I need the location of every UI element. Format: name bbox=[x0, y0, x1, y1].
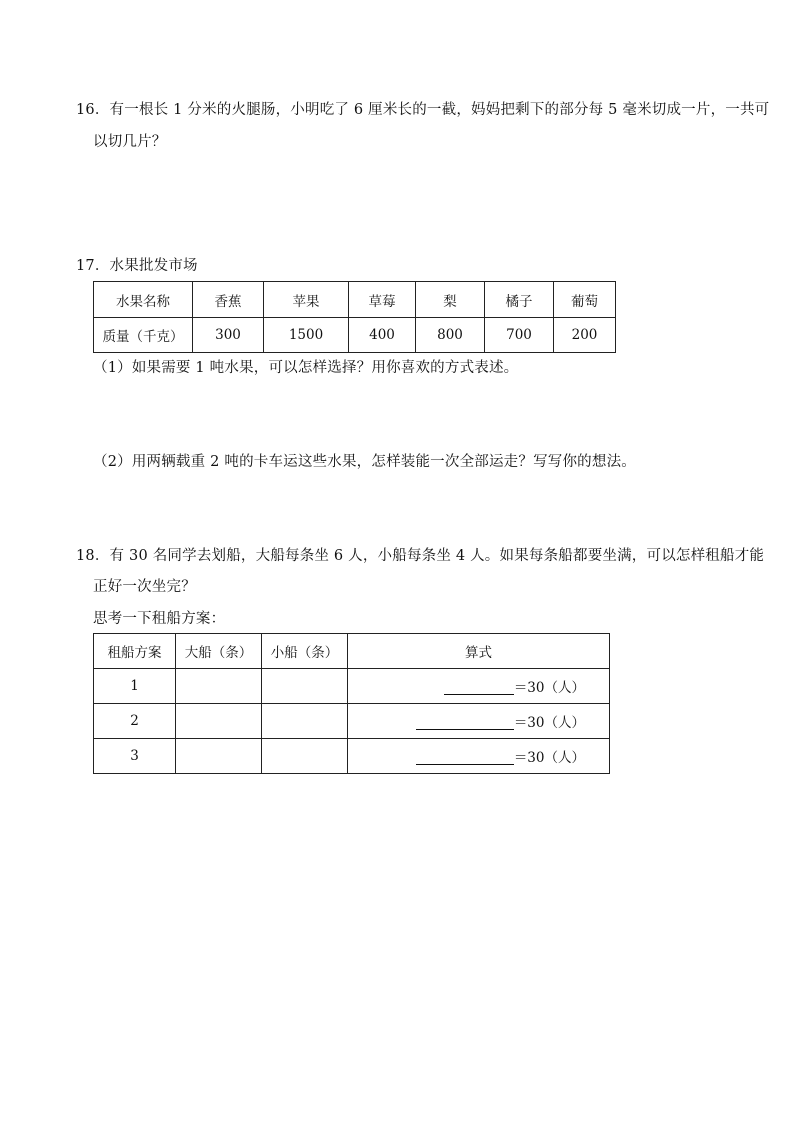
fruit-weight-cell: 300 bbox=[193, 318, 264, 353]
boat-table-row bbox=[94, 669, 610, 704]
fruit-header-cell: 草莓 bbox=[349, 282, 416, 318]
plan-number: 2 bbox=[94, 704, 176, 739]
formula-result: ＝30（人） bbox=[513, 680, 585, 696]
fruit-header-cell: 橘子 bbox=[485, 282, 554, 318]
boat-header-cell: 算式 bbox=[348, 634, 610, 669]
q16-text-line1: 16．有一根长 1 分米的火腿肠，小明吃了 6 厘米长的一截，妈妈把剩下的部分每 5 毫米切成一片，一共可 bbox=[76, 102, 770, 118]
formula-cell bbox=[348, 739, 610, 774]
q17-sub1: （1）如果需要 1 吨水果，可以怎样选择？用你喜欢的方式表述。 bbox=[93, 360, 519, 376]
formula-blank[interactable] bbox=[416, 715, 514, 730]
fruit-weight-cell: 800 bbox=[416, 318, 485, 353]
q17-title: 17．水果批发市场 bbox=[76, 258, 198, 274]
formula-blank[interactable] bbox=[444, 680, 514, 695]
big-boat-cell[interactable] bbox=[176, 704, 262, 739]
fruit-row-label: 质量（千克） bbox=[94, 318, 193, 353]
formula-result: ＝30（人） bbox=[513, 715, 585, 731]
boat-header-cell: 大船（条） bbox=[176, 634, 262, 669]
boat-plan-table bbox=[93, 633, 610, 774]
fruit-header-cell: 苹果 bbox=[264, 282, 349, 318]
boat-header-cell: 租船方案 bbox=[94, 634, 176, 669]
formula-blank[interactable] bbox=[416, 750, 514, 765]
boat-table-header-row bbox=[94, 634, 610, 669]
boat-table-row bbox=[94, 739, 610, 774]
fruit-header-cell: 香蕉 bbox=[193, 282, 264, 318]
q18-text-line1: 18．有 30 名同学去划船，大船每条坐 6 人，小船每条坐 4 人。如果每条船都要坐满，可以怎样租船才能 bbox=[76, 548, 765, 564]
boat-table-row bbox=[94, 704, 610, 739]
q18-text-line2: 正好一次坐完？ bbox=[93, 579, 196, 595]
fruit-header-cell: 梨 bbox=[416, 282, 485, 318]
fruit-weight-cell: 400 bbox=[349, 318, 416, 353]
fruit-table-header-row bbox=[94, 282, 616, 318]
q16-text-line2: 以切几片？ bbox=[93, 134, 167, 150]
small-boat-cell[interactable] bbox=[262, 704, 348, 739]
big-boat-cell[interactable] bbox=[176, 739, 262, 774]
formula-result: ＝30（人） bbox=[513, 750, 585, 766]
q17-sub2: （2）用两辆载重 2 吨的卡车运这些水果，怎样装能一次全部运走？写写你的想法。 bbox=[93, 454, 636, 470]
big-boat-cell[interactable] bbox=[176, 669, 262, 704]
fruit-header-cell: 水果名称 bbox=[94, 282, 193, 318]
fruit-header-cell: 葡萄 bbox=[554, 282, 616, 318]
boat-header-cell: 小船（条） bbox=[262, 634, 348, 669]
formula-cell bbox=[348, 704, 610, 739]
fruit-table bbox=[93, 281, 616, 353]
fruit-weight-cell: 700 bbox=[485, 318, 554, 353]
fruit-weight-cell: 1500 bbox=[264, 318, 349, 353]
formula-cell bbox=[348, 669, 610, 704]
plan-number: 3 bbox=[94, 739, 176, 774]
fruit-table-row bbox=[94, 318, 616, 353]
small-boat-cell[interactable] bbox=[262, 669, 348, 704]
q18-text-line3: 思考一下租船方案： bbox=[93, 611, 226, 627]
small-boat-cell[interactable] bbox=[262, 739, 348, 774]
fruit-weight-cell: 200 bbox=[554, 318, 616, 353]
plan-number: 1 bbox=[94, 669, 176, 704]
